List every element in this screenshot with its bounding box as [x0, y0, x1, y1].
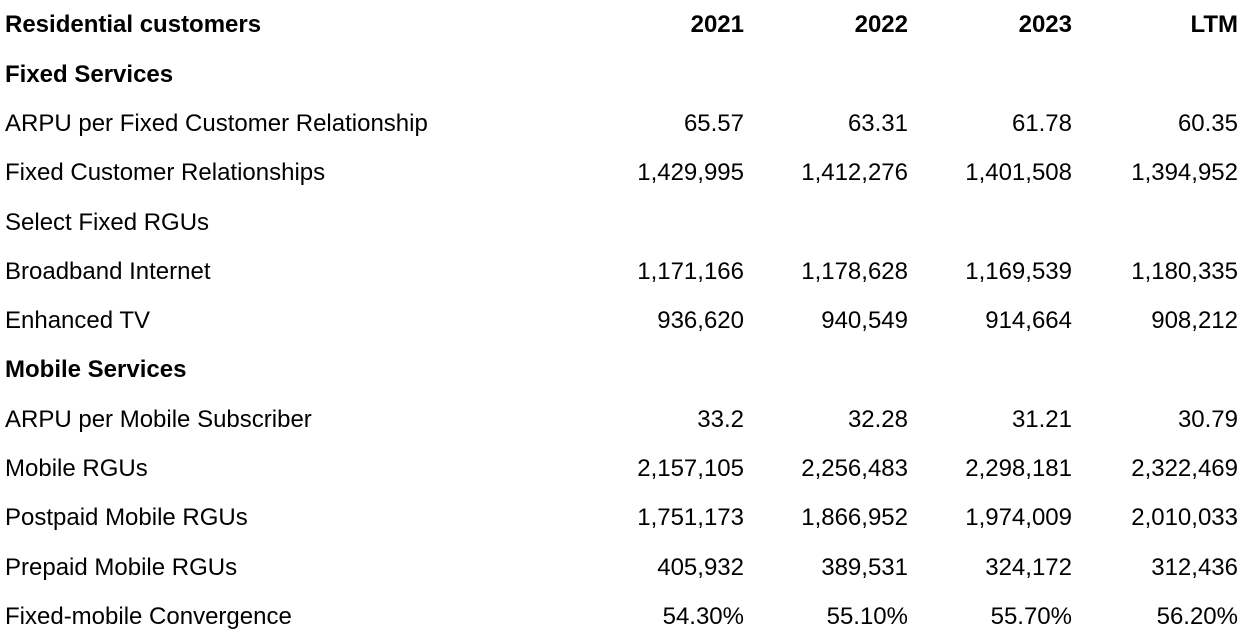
row-value: 65.57: [683, 109, 744, 137]
row-value: 940,549: [821, 307, 908, 335]
row-value: 55.70%: [990, 602, 1072, 630]
row-value: [586, 346, 750, 395]
table-header-row: [0, 0, 1244, 50]
header-year-2022: 2022: [854, 11, 908, 38]
subheading-row-select-fixed-rgus: [0, 198, 1244, 247]
row-value: 1,401,508: [965, 159, 1072, 187]
row-value: [750, 198, 914, 247]
section-row-mobile-services: [0, 346, 1244, 395]
header-year-2023: 2023: [1018, 11, 1072, 38]
row-value: 2,010,033: [1131, 504, 1238, 532]
row-value: 1,429,995: [637, 159, 744, 187]
row-value: 324,172: [985, 553, 1072, 581]
row-value: [914, 198, 1078, 247]
row-value: [586, 198, 750, 247]
row-value: 1,394,952: [1131, 159, 1238, 187]
row-value: 1,178,628: [801, 257, 908, 285]
row-value: 1,171,166: [637, 257, 744, 285]
row-value: [750, 346, 914, 395]
row-value: [1078, 198, 1244, 247]
row-value: 936,620: [657, 307, 744, 335]
row-value: 54.30%: [662, 602, 744, 630]
header-year-ltm: LTM: [1190, 11, 1238, 38]
row-value: 55.10%: [826, 602, 908, 630]
row-value: 31.21: [1011, 405, 1072, 433]
row-value: 63.31: [847, 109, 908, 137]
row-label: Mobile RGUs: [5, 455, 148, 483]
section-row-fixed-services: [0, 50, 1244, 99]
row-label: Enhanced TV: [5, 307, 150, 335]
table-row: [0, 99, 1244, 148]
row-value: 1,412,276: [801, 159, 908, 187]
row-value: 908,212: [1151, 307, 1238, 335]
row-label: Postpaid Mobile RGUs: [5, 504, 248, 532]
header-year-2021: 2021: [690, 11, 744, 38]
row-label: Mobile Services: [5, 356, 187, 384]
row-value: 1,751,173: [637, 504, 744, 532]
row-value: 33.2: [697, 405, 744, 433]
table-row: [0, 395, 1244, 444]
row-label: Prepaid Mobile RGUs: [5, 553, 238, 581]
row-value: 56.20%: [1156, 602, 1238, 630]
row-label: Fixed Customer Relationships: [5, 159, 326, 187]
row-value: [1078, 346, 1244, 395]
table-row: [0, 592, 1244, 641]
row-label: Broadband Internet: [5, 257, 211, 285]
table-row: [0, 247, 1244, 296]
row-value: 1,974,009: [965, 504, 1072, 532]
header-label: Residential customers: [5, 11, 262, 38]
row-label: ARPU per Mobile Subscriber: [5, 405, 312, 433]
row-label: Fixed Services: [5, 60, 174, 88]
row-value: [586, 50, 750, 99]
row-value: 312,436: [1151, 553, 1238, 581]
table-row: [0, 494, 1244, 543]
table-row: [0, 444, 1244, 493]
row-value: 2,298,181: [965, 455, 1072, 483]
table-row: [0, 149, 1244, 198]
row-value: 389,531: [821, 553, 908, 581]
row-value: 1,180,335: [1131, 257, 1238, 285]
row-value: 32.28: [847, 405, 908, 433]
row-value: 1,169,539: [965, 257, 1072, 285]
row-label: ARPU per Fixed Customer Relationship: [5, 109, 428, 137]
row-value: 2,157,105: [637, 455, 744, 483]
row-value: [750, 50, 914, 99]
row-label: Fixed-mobile Convergence: [5, 602, 292, 630]
row-value: [1078, 50, 1244, 99]
row-value: 60.35: [1177, 109, 1238, 137]
table-row: [0, 296, 1244, 345]
row-value: 2,256,483: [801, 455, 908, 483]
table-row: [0, 543, 1244, 592]
row-value: 30.79: [1177, 405, 1238, 433]
row-value: [914, 346, 1078, 395]
row-value: 1,866,952: [801, 504, 908, 532]
row-value: 914,664: [985, 307, 1072, 335]
row-value: [914, 50, 1078, 99]
row-label: Select Fixed RGUs: [5, 208, 210, 236]
row-value: 405,932: [657, 553, 744, 581]
row-value: 61.78: [1011, 109, 1072, 137]
row-value: 2,322,469: [1131, 455, 1238, 483]
